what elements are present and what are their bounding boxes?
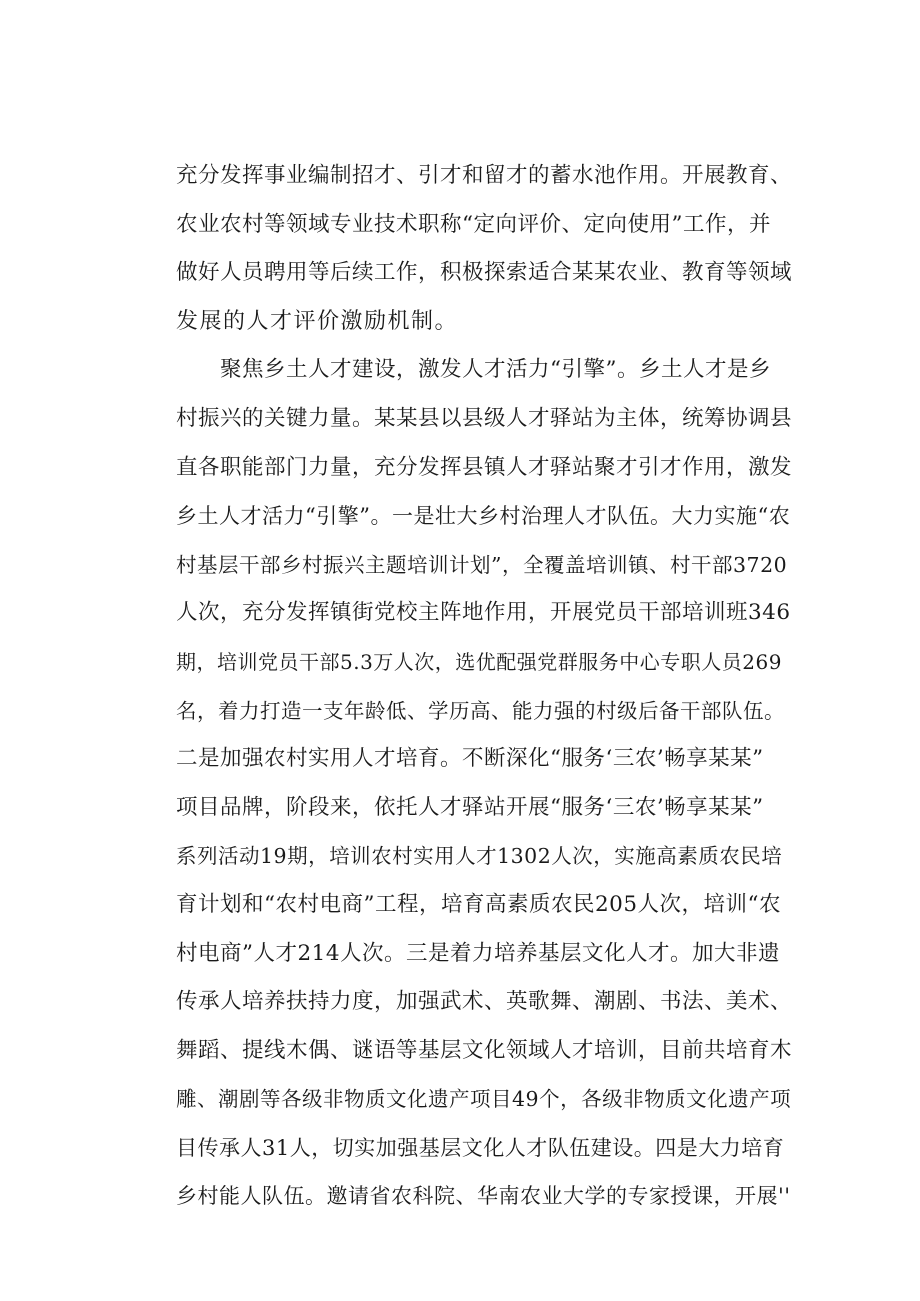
text-line: 做好人员聘用等后续工作，积极探索适合某某农业、教育等领域 <box>176 260 793 286</box>
text-line: 项目品牌，阶段来，依托人才驿站开展“服务‘三农’畅享某某” <box>176 794 764 820</box>
text-line: 人次，充分发挥镇街党校主阵地作用，开展党员干部培训班346 <box>176 600 791 626</box>
text-line: 乡村能人队伍。邀请省农科院、华南农业大学的专家授课，开展'' <box>176 1184 791 1209</box>
text-line: 期，培训党员干部5.3万人次，选优配强党群服务中心专职人员269 <box>176 649 782 674</box>
text-line: 直各职能部门力量，充分发挥县镇人才驿站聚才引才作用，激发 <box>176 454 793 480</box>
text-line: 二是加强农村实用人才培育。不断深化“服务‘三农’畅享某某” <box>176 746 764 772</box>
paragraph-2 <box>176 346 796 1221</box>
text-line: 目传承人31人，切实加强基层文化人才队伍建设。四是大力培育 <box>176 1135 785 1160</box>
text-line: 雕、潮剧等各级非物质文化遗产项目49个，各级非物质文化遗产项 <box>176 1087 792 1112</box>
text-line: 名，着力打造一支年龄低、学历高、能力强的村级后备干部队伍。 <box>176 698 785 723</box>
text-line: 充分发挥事业编制招才、引才和留才的蓄水池作用。开展教育、 <box>176 163 793 188</box>
text-line: 村振兴的关键力量。某某县以县级人才驿站为主体，统筹协调县 <box>176 405 793 431</box>
text-line: 育计划和“农村电商”工程，培育高素质农民205人次，培训“农 <box>176 891 782 917</box>
text-line: 传承人培养扶持力度，加强武术、英歌舞、潮剧、书法、美术、 <box>176 989 793 1015</box>
text-line: 农业农村等领域专业技术职称“定向评价、定向使用”工作，并 <box>176 211 771 237</box>
text-line: 聚焦乡土人才建设，激发人才活力“引擎”。乡土人才是乡 <box>220 357 771 383</box>
text-line: 村基层干部乡村振兴主题培训计划”，全覆盖培训镇、村干部3720 <box>176 552 788 577</box>
document-body <box>176 152 796 1221</box>
text-line: 村电商”人才214人次。三是着力培养基层文化人才。加大非遗 <box>176 940 781 966</box>
text-line: 乡土人才活力“引擎”。一是壮大乡村治理人才队伍。大力实施“农 <box>176 504 791 529</box>
text-line: 发展的人才评价激励机制。 <box>176 308 459 334</box>
paragraph-1 <box>176 152 796 346</box>
text-line: 舞蹈、提线木偶、谜语等基层文化领域人才培训，目前共培育木 <box>176 1037 793 1063</box>
text-line: 系列活动19期，培训农村实用人才1302人次，实施高素质农民培 <box>176 844 783 869</box>
